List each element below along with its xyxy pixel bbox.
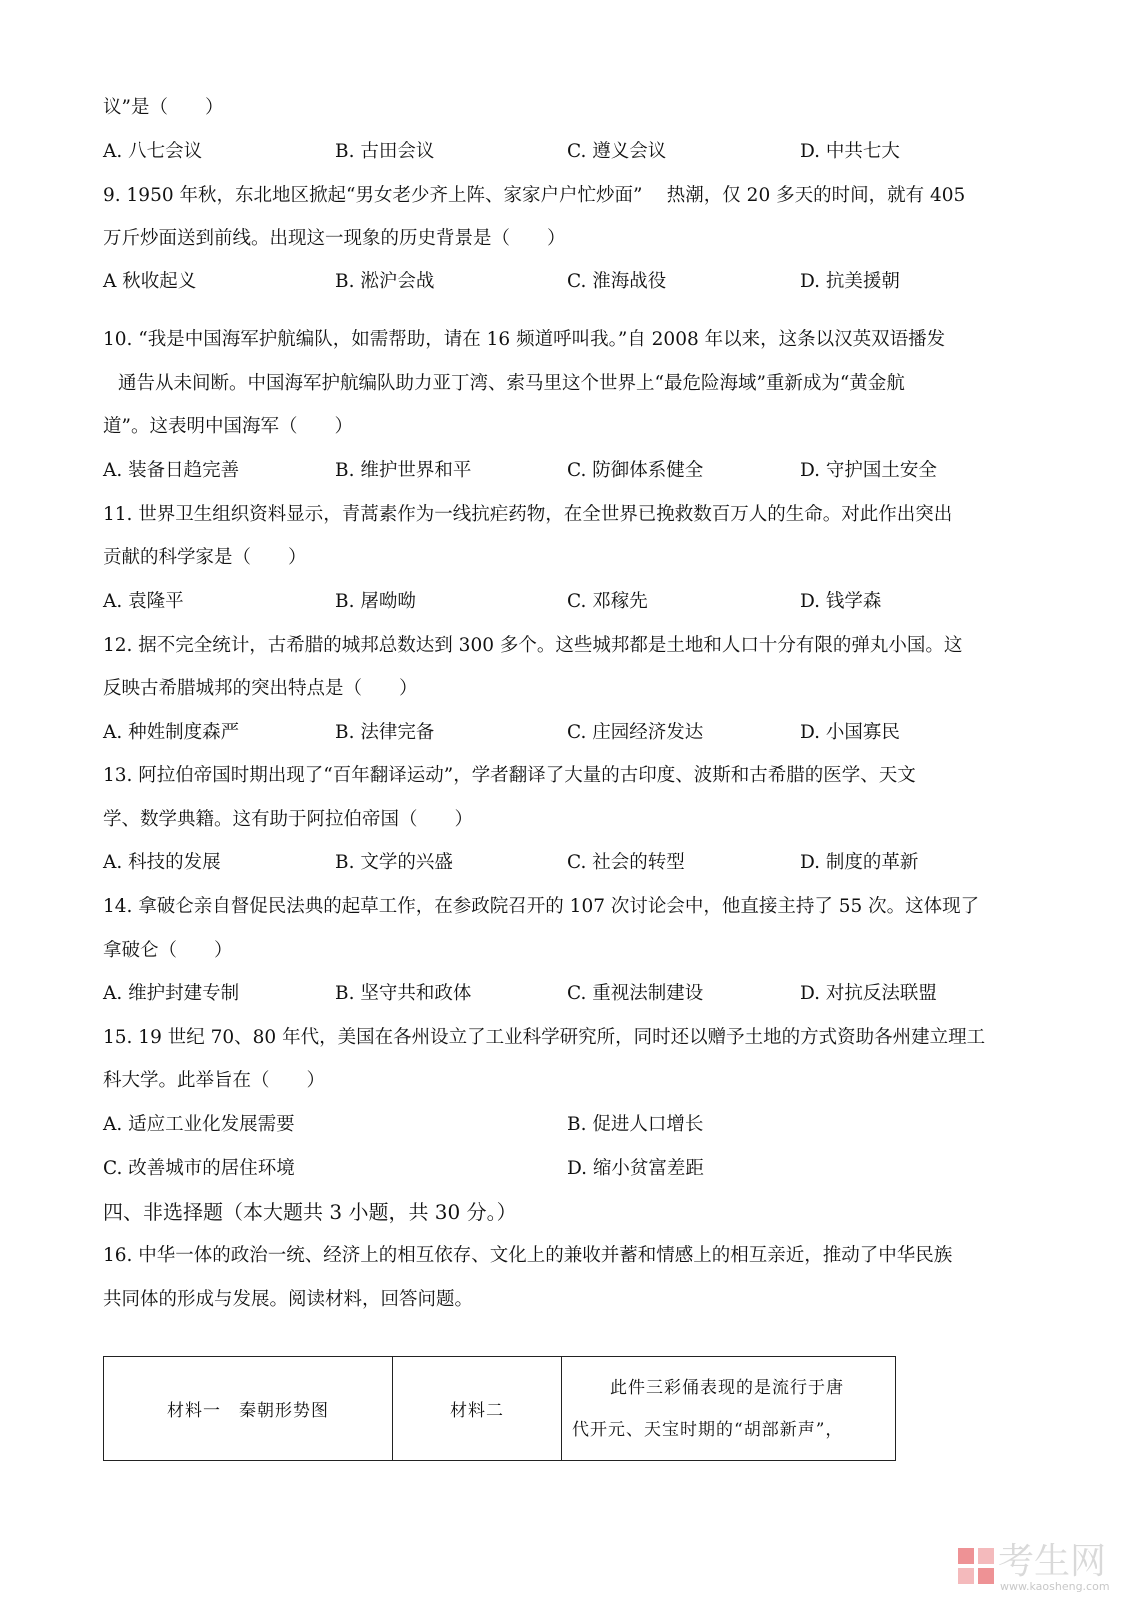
q15-options-row2 bbox=[103, 1156, 1033, 1182]
material-two-description bbox=[562, 1357, 896, 1461]
q10-stem-line2: 通告从未间断。中国海军护航编队助力亚丁湾、索马里这个世界上“最危险海域”重新成为“黄金航 bbox=[118, 373, 905, 394]
q13-option-c[interactable]: C. 社会的转型 bbox=[567, 852, 685, 873]
watermark-logo bbox=[956, 1541, 1110, 1593]
q10-option-a[interactable]: A. 装备日趋完善 bbox=[103, 460, 240, 481]
q15-option-a[interactable]: A. 适应工业化发展需要 bbox=[103, 1114, 295, 1135]
q10-option-d[interactable]: D. 守护国土安全 bbox=[800, 460, 937, 481]
q14-option-d[interactable]: D. 对抗反法联盟 bbox=[800, 983, 937, 1004]
q9-option-c[interactable]: C. 淮海战役 bbox=[567, 271, 667, 292]
q13-option-b[interactable]: B. 文学的兴盛 bbox=[335, 852, 453, 873]
q13-option-a[interactable]: A. 科技的发展 bbox=[103, 852, 221, 873]
q9-stem-line1: 9. 1950 年秋，东北地区掀起“男女老少齐上阵、家家户户忙炒面” 热潮，仅 20 多天的时间，就有 405 bbox=[103, 185, 966, 206]
q14-option-c[interactable]: C. 重视法制建设 bbox=[567, 983, 704, 1004]
q12-options bbox=[103, 720, 1033, 746]
material-two-text-line2: 代开元、天宝时期的“胡部新声”， bbox=[572, 1419, 844, 1440]
q11-option-a[interactable]: A. 袁隆平 bbox=[103, 591, 184, 612]
q14-option-a[interactable]: A. 维护封建专制 bbox=[103, 983, 240, 1004]
q14-options bbox=[103, 981, 1033, 1007]
q10-options bbox=[103, 458, 1033, 484]
q10-option-b[interactable]: B. 维护世界和平 bbox=[335, 460, 472, 481]
q9-options bbox=[103, 269, 1033, 295]
q15-option-d[interactable]: D. 缩小贫富差距 bbox=[567, 1158, 704, 1179]
q14-stem-line2: 拿破仑（ ） bbox=[103, 940, 233, 961]
q12-stem-line1: 12. 据不完全统计，古希腊的城邦总数达到 300 多个。这些城邦都是土地和人口十分有限的弹丸小国。这 bbox=[103, 635, 963, 656]
logo-mark-icon bbox=[956, 1546, 996, 1586]
q15-options-row1 bbox=[103, 1112, 1033, 1138]
q8-options bbox=[103, 139, 1033, 165]
q11-stem-line1: 11. 世界卫生组织资料显示，青蒿素作为一线抗疟药物，在全世界已挽救数百万人的生命。对此作出突出 bbox=[103, 504, 953, 525]
q12-option-d[interactable]: D. 小国寡民 bbox=[800, 722, 900, 743]
section-heading: 四、非选择题（本大题共 3 小题，共 30 分。） bbox=[103, 1200, 517, 1224]
q16-stem-line2: 共同体的形成与发展。阅读材料，回答问题。 bbox=[103, 1289, 474, 1310]
q9-option-b[interactable]: B. 淞沪会战 bbox=[335, 271, 435, 292]
watermark-text: 考生网 bbox=[998, 1541, 1107, 1582]
material-two-text-line1: 此件三彩俑表现的是流行于唐 bbox=[610, 1377, 844, 1398]
q15-option-b[interactable]: B. 促进人口增长 bbox=[567, 1114, 704, 1135]
q12-option-b[interactable]: B. 法律完备 bbox=[335, 722, 435, 743]
q12-option-a[interactable]: A. 种姓制度森严 bbox=[103, 722, 240, 743]
q10-stem-line3: 道”。这表明中国海军（ ） bbox=[103, 416, 353, 437]
q9-option-a[interactable]: A 秋收起义 bbox=[103, 271, 197, 292]
q8-option-b[interactable]: B. 古田会议 bbox=[335, 141, 435, 162]
q9-option-d[interactable]: D. 抗美援朝 bbox=[800, 271, 900, 292]
q11-stem-line2: 贡献的科学家是（ ） bbox=[103, 547, 307, 568]
materials-table bbox=[103, 1356, 896, 1461]
q9-stem-line2: 万斤炒面送到前线。出现这一现象的历史背景是（ ） bbox=[103, 228, 566, 249]
q10-option-c[interactable]: C. 防御体系健全 bbox=[567, 460, 704, 481]
q11-option-b[interactable]: B. 屠呦呦 bbox=[335, 591, 416, 612]
q13-option-d[interactable]: D. 制度的革新 bbox=[800, 852, 919, 873]
q15-stem-line2: 科大学。此举旨在（ ） bbox=[103, 1070, 326, 1091]
q14-stem-line1: 14. 拿破仑亲自督促民法典的起草工作，在参政院召开的 107 次讨论会中，他直接主持了 55 次。这体现了 bbox=[103, 896, 980, 917]
material-one-cell: 材料一 秦朝形势图 bbox=[104, 1357, 393, 1461]
q15-stem-line1: 15. 19 世纪 70、80 年代，美国在各州设立了工业科学研究所，同时还以赠予土地的方式资助各州建立理工 bbox=[103, 1027, 986, 1048]
q13-stem-line1: 13. 阿拉伯帝国时期出现了“百年翻译运动”，学者翻译了大量的古印度、波斯和古希腊的医学、天文 bbox=[103, 765, 916, 786]
watermark-url: www.kaosheng.com bbox=[1000, 1580, 1110, 1593]
q11-options bbox=[103, 589, 1033, 615]
q15-option-c[interactable]: C. 改善城市的居住环境 bbox=[103, 1158, 295, 1179]
q14-option-b[interactable]: B. 坚守共和政体 bbox=[335, 983, 472, 1004]
q11-option-c[interactable]: C. 邓稼先 bbox=[567, 591, 648, 612]
q12-stem-line2: 反映古希腊城邦的突出特点是（ ） bbox=[103, 678, 418, 699]
q8-tail: 议”是（ ） bbox=[103, 97, 224, 118]
q8-option-d[interactable]: D. 中共七大 bbox=[800, 141, 900, 162]
q13-stem-line2: 学、数学典籍。这有助于阿拉伯帝国（ ） bbox=[103, 809, 474, 830]
q11-option-d[interactable]: D. 钱学森 bbox=[800, 591, 882, 612]
q10-stem-line1: 10. “我是中国海军护航编队，如需帮助，请在 16 频道呼叫我。”自 2008 年以来，这条以汉英双语播发 bbox=[103, 329, 946, 350]
q8-option-c[interactable]: C. 遵义会议 bbox=[567, 141, 667, 162]
q8-option-a[interactable]: A. 八七会议 bbox=[103, 141, 203, 162]
material-two-cell: 材料二 bbox=[393, 1357, 562, 1461]
q13-options bbox=[103, 850, 1033, 876]
q16-stem-line1: 16. 中华一体的政治一统、经济上的相互依存、文化上的兼收并蓄和情感上的相互亲近，推动了中华民族 bbox=[103, 1245, 953, 1266]
q12-option-c[interactable]: C. 庄园经济发达 bbox=[567, 722, 704, 743]
